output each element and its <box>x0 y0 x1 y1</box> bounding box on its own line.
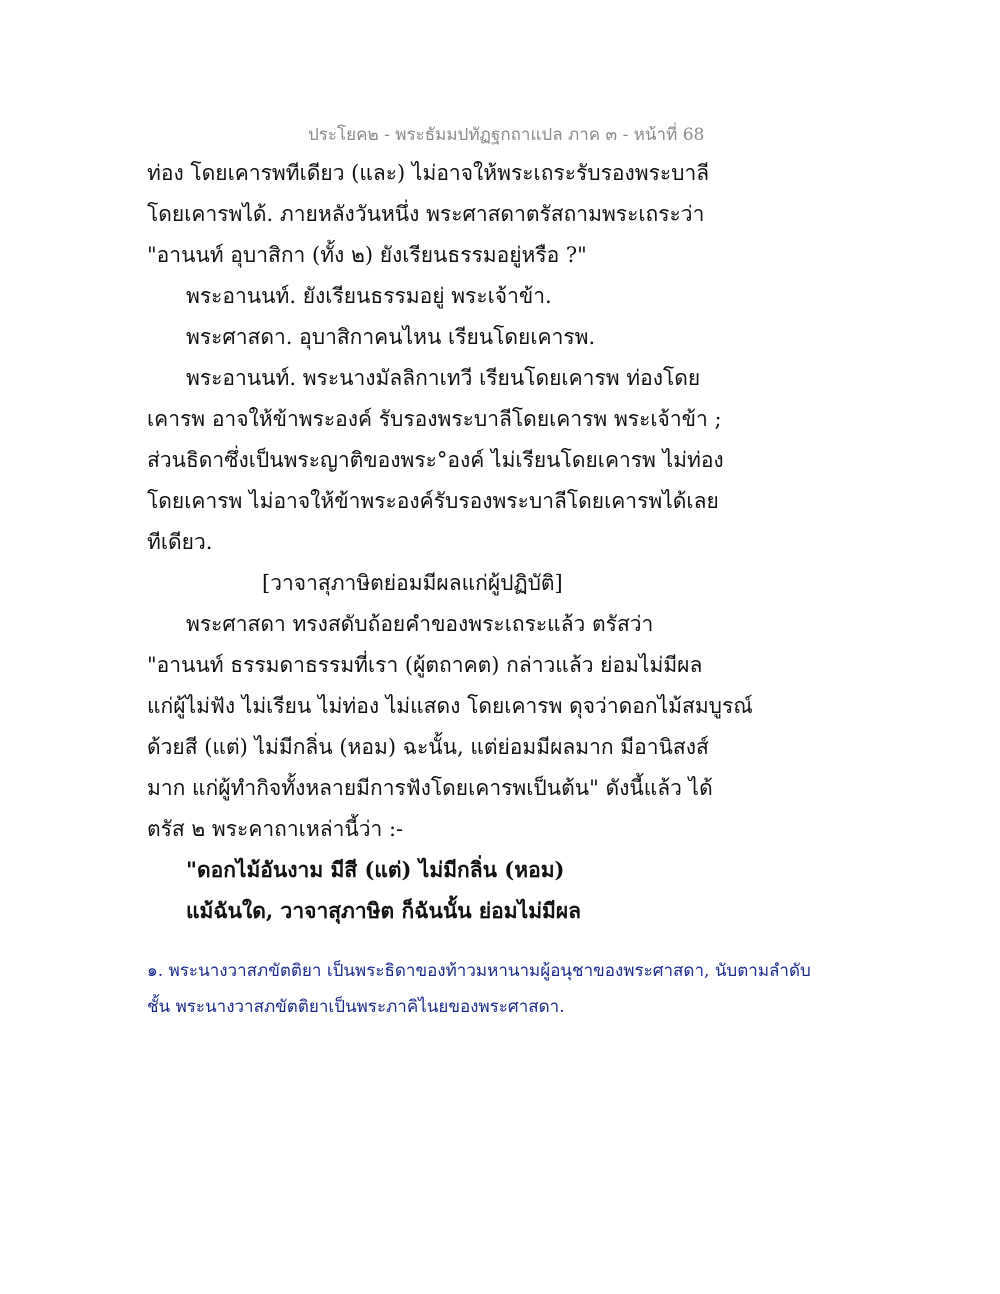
section-heading: [วาจาสุภาษิตย่อมมีผลแก่ผู้ปฏิบัติ] <box>262 571 563 595</box>
body-line: พระศาสดา. อุบาสิกาคนไหน เรียนโดยเคารพ. <box>186 325 596 349</box>
body-line: ส่วนธิดาซึ่งเป็นพระญาติของพระ°องค์ ไม่เรียนโดยเคารพ ไม่ท่อง <box>147 448 724 472</box>
footnote-line: ชั้น พระนางวาสภขัตติยาเป็นพระภาคิไนยของพระศาสดา. <box>147 997 565 1017</box>
body-line: พระศาสดา ทรงสดับถ้อยคำของพระเถระแล้ว ตรัสว่า <box>186 612 654 636</box>
body-line: พระอานนท์. พระนางมัลลิกาเทวี เรียนโดยเคารพ ท่องโดย <box>186 366 701 390</box>
body-line: ตรัส ๒ พระคาถาเหล่านี้ว่า :- <box>147 817 404 841</box>
page-header: ประโยค๒ - พระธัมมปทัฏฐกถาแปล ภาค ๓ - หน้าที่ 68 <box>308 125 705 145</box>
body-line: โดยเคารพ ไม่อาจให้ข้าพระองค์รับรองพระบาลีโดยเคารพได้เลย <box>147 489 719 513</box>
body-line: "อานนท์ ธรรมดาธรรมที่เรา (ผู้ตถาคต) กล่าวแล้ว ย่อมไม่มีผล <box>147 653 703 677</box>
verse-line: "ดอกไม้อันงาม มีสี (แต่) ไม่มีกลิ่น (หอม) <box>186 857 565 882</box>
verse-line: แม้ฉันใด, วาจาสุภาษิต ก็ฉันนั้น ย่อมไม่มีผล <box>186 898 582 923</box>
body-line: โดยเคารพได้. ภายหลังวันหนึ่ง พระศาสดาตรัสถามพระเถระว่า <box>147 202 705 226</box>
body-line: ท่อง โดยเคารพทีเดียว (และ) ไม่อาจให้พระเถระรับรองพระบาลี <box>147 161 710 185</box>
body-line: แก่ผู้ไม่ฟัง ไม่เรียน ไม่ท่อง ไม่แสดง โดยเคารพ ดุจว่าดอกไม้สมบูรณ์ <box>147 694 753 718</box>
body-line: เคารพ อาจให้ข้าพระองค์ รับรองพระบาลีโดยเคารพ พระเจ้าข้า ; <box>147 407 722 431</box>
footnote-line: ๑. พระนางวาสภขัตติยา เป็นพระธิดาของท้าวมหานามผู้อนุชาของพระศาสดา, นับตามลำดับ <box>147 961 811 981</box>
body-line: ทีเดียว. <box>147 530 213 554</box>
body-line: พระอานนท์. ยังเรียนธรรมอยู่ พระเจ้าข้า. <box>186 284 552 308</box>
body-line: ด้วยสี (แต่) ไม่มีกลิ่น (หอม) ฉะนั้น, แต่ย่อมมีผลมาก มีอานิสงส์ <box>147 735 709 759</box>
body-line: มาก แก่ผู้ทำกิจทั้งหลายมีการฟังโดยเคารพเป็นต้น" ดังนี้แล้ว ได้ <box>147 776 713 800</box>
body-line: "อานนท์ อุบาสิกา (ทั้ง ๒) ยังเรียนธรรมอยู่หรือ ?" <box>147 243 587 267</box>
